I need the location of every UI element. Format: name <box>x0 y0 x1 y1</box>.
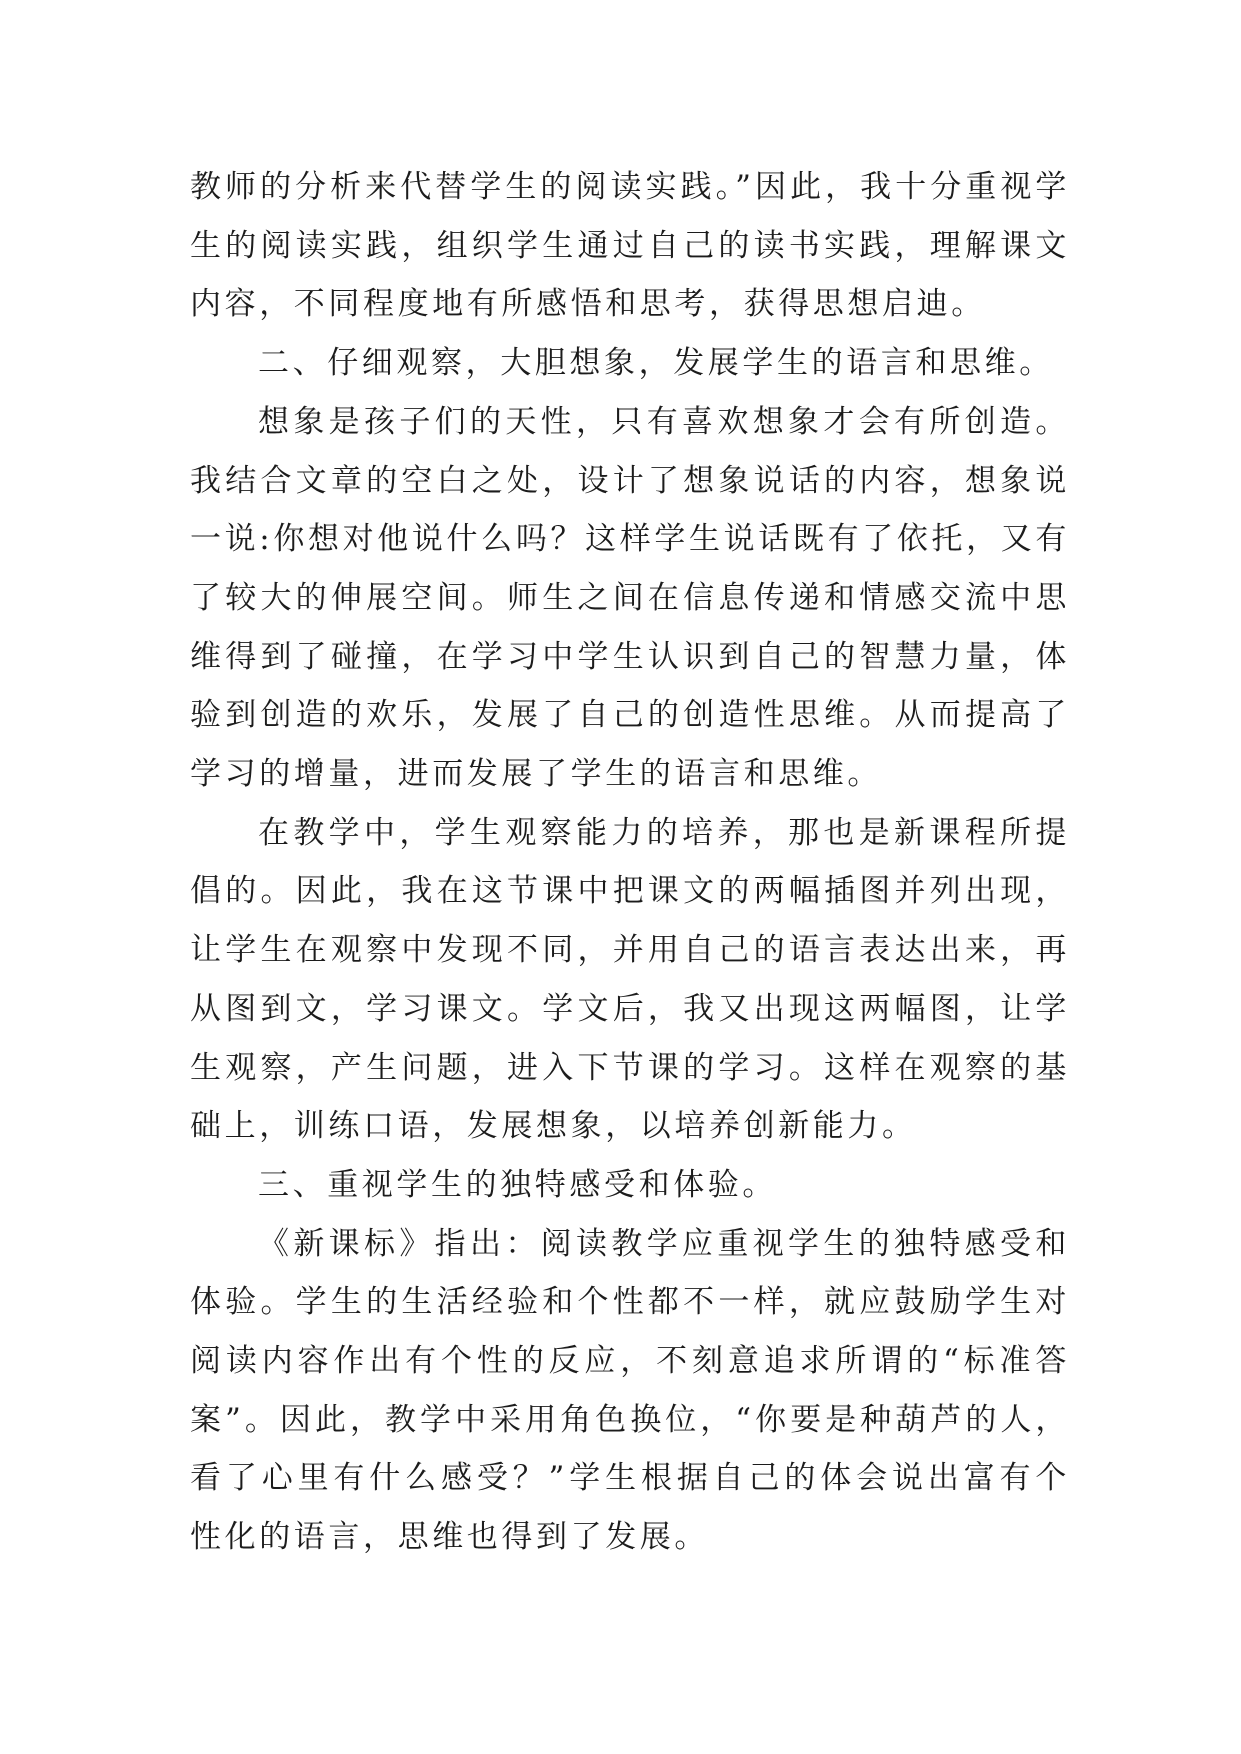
paragraph-imagination: 想象是孩子们的天性，只有喜欢想象才会有所创造。我结合文章的空白之处，设计了想象说话的内容，想象说一说:你想对他说什么吗？这样学生说话既有了依托，又有了较大的伸展空间。师生之间在信息传递和情感交流中思维得到了碰撞，在学习中学生认识到自己的智慧力量，体验到创造的欢乐，发展了自己的创造性思维。从而提高了学习的增量，进而发展了学生的语言和思维。 <box>190 403 1070 793</box>
heading-observe-imagine: 二、仔细观察，大胆想象，发展学生的语言和思维。 <box>258 345 1054 382</box>
heading-unique-experience: 三、重视学生的独特感受和体验。 <box>258 1166 777 1203</box>
paragraph-new-curriculum: 《新课标》指出：阅读教学应重视学生的独特感受和体验。学生的生活经验和个性都不一样，就应鼓励学生对阅读内容作出有个性的反应，不刻意追求所谓的“标准答案”。因此，教学中采用角色换位，“你要是种葫芦的人，看了心里有什么感受？”学生根据自己的体会说出富有个性化的语言，思维也得到了发展。 <box>190 1225 1070 1556</box>
document-body <box>190 158 1070 1567</box>
paragraph-reading-practice: 教师的分析来代替学生的阅读实践。”因此，我十分重视学生的阅读实践，组织学生通过自己的读书实践，理解课文内容，不同程度地有所感悟和思考，获得思想启迪。 <box>190 169 1070 323</box>
paragraph-observation: 在教学中，学生观察能力的培养，那也是新课程所提倡的。因此，我在这节课中把课文的两幅插图并列出现，让学生在观察中发现不同，并用自己的语言表达出来，再从图到文，学习课文。学文后，我又出现这两幅图，让学生观察，产生问题，进入下节课的学习。这样在观察的基础上，训练口语，发展想象，以培养创新能力。 <box>190 814 1070 1145</box>
